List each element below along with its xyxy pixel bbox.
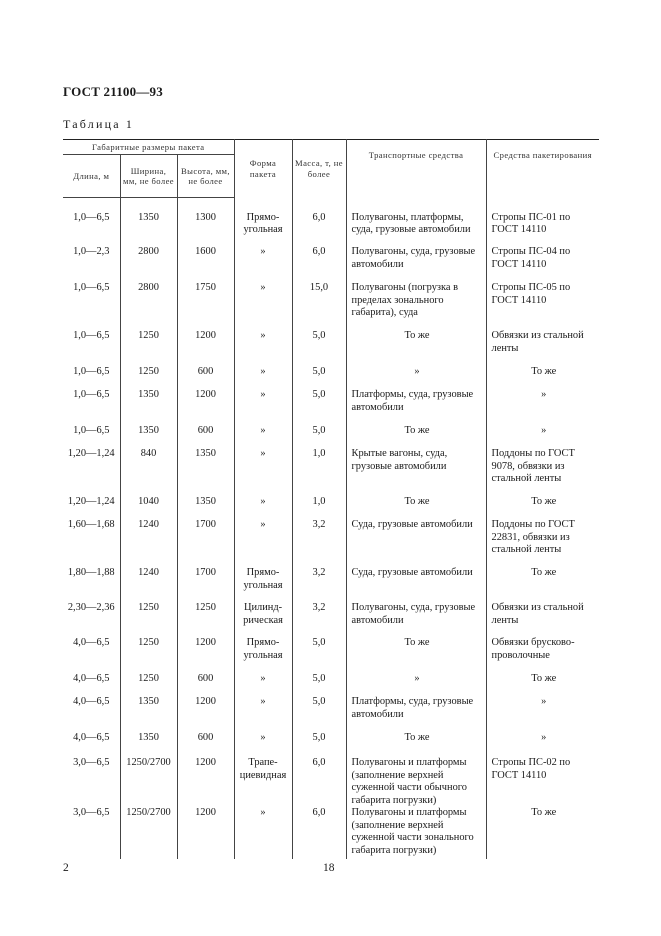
cell-width: 1350 (120, 198, 177, 247)
cell-transport: Полувагоны (погрузка в пределах зонального габарита), суда (346, 282, 486, 330)
cell-width: 1250 (120, 330, 177, 366)
cell-transport: То же (346, 732, 486, 757)
cell-width: 1350 (120, 425, 177, 448)
cell-height: 600 (177, 425, 234, 448)
cell-width: 1040 (120, 496, 177, 519)
cell-mass: 5,0 (292, 732, 346, 757)
cell-transport: Полувагоны и платформы (заполнение верхней суженной части зонального габарита погрузки) (346, 807, 486, 859)
cell-shape: Прямо-угольная (234, 637, 292, 673)
cell-length: 1,0—6,5 (63, 366, 120, 389)
cell-mass: 5,0 (292, 673, 346, 696)
cell-mass: 5,0 (292, 389, 346, 425)
cell-height: 1200 (177, 807, 234, 859)
header-length: Длина, м (63, 155, 120, 198)
cell-shape: » (234, 448, 292, 496)
cell-shape: » (234, 732, 292, 757)
table-row (63, 696, 599, 732)
cell-mass: 3,2 (292, 567, 346, 602)
table-row (63, 448, 599, 496)
header-dimensions-group: Габаритные размеры пакета (63, 140, 234, 155)
cell-mass: 15,0 (292, 282, 346, 330)
cell-length: 1,0—6,5 (63, 389, 120, 425)
table-row (63, 389, 599, 425)
cell-height: 1200 (177, 637, 234, 673)
cell-transport: Полувагоны и платформы (заполнение верхней суженной части обычного габарита погрузки) (346, 757, 486, 807)
table-row (63, 807, 599, 859)
cell-length: 3,0—6,5 (63, 807, 120, 859)
cell-width: 840 (120, 448, 177, 496)
cell-packaging: Обвязки брусково-проволочные (491, 637, 575, 661)
table-row (63, 567, 599, 602)
cell-shape: Прямо-угольная (234, 567, 292, 602)
cell-mass: 6,0 (292, 246, 346, 282)
cell-packaging: » (541, 696, 547, 707)
cell-packaging: То же (531, 673, 557, 684)
cell-transport: » (346, 366, 486, 389)
cell-height: 1350 (177, 448, 234, 496)
cell-shape: » (234, 807, 292, 859)
cell-length: 4,0—6,5 (63, 696, 120, 732)
cell-height: 600 (177, 673, 234, 696)
cell-mass: 1,0 (292, 448, 346, 496)
cell-height: 1600 (177, 246, 234, 282)
cell-packaging: Поддоны по ГОСТ 22831, обвязки из стальной ленты (491, 519, 575, 555)
cell-length: 4,0—6,5 (63, 637, 120, 673)
table-row (63, 425, 599, 448)
cell-height: 1200 (177, 389, 234, 425)
cell-shape: » (234, 425, 292, 448)
cell-width: 1350 (120, 389, 177, 425)
cell-width: 2800 (120, 282, 177, 330)
document-title: ГОСТ 21100—93 (63, 84, 163, 99)
table-header (63, 140, 599, 198)
cell-length: 4,0—6,5 (63, 732, 120, 757)
cell-transport: » (346, 673, 486, 696)
cell-width: 1350 (120, 696, 177, 732)
cell-shape: » (234, 366, 292, 389)
cell-transport: Полувагоны, суда, грузовые автомобили (346, 246, 486, 282)
table-row (63, 673, 599, 696)
cell-mass: 5,0 (292, 330, 346, 366)
cell-transport: То же (346, 637, 486, 673)
cell-transport: То же (346, 425, 486, 448)
table-row (63, 637, 599, 673)
header-packaging: Средства пакетирования (493, 150, 592, 160)
cell-packaging: Обвязки из стальной ленты (491, 330, 584, 354)
header-shape: Форма пакета (234, 140, 292, 198)
cell-length: 1,0—6,5 (63, 282, 120, 330)
page-number-center: 18 (323, 862, 335, 874)
header-width: Ширина, мм, не более (120, 155, 177, 198)
cell-mass: 6,0 (292, 757, 346, 807)
table-row (63, 246, 599, 282)
cell-mass: 6,0 (292, 198, 346, 247)
table-body (63, 198, 599, 860)
cell-length: 1,20—1,24 (63, 448, 120, 496)
cell-height: 600 (177, 732, 234, 757)
cell-shape: » (234, 330, 292, 366)
table-container (63, 139, 599, 859)
table-row (63, 496, 599, 519)
cell-length: 1,60—1,68 (63, 519, 120, 567)
table-row (63, 282, 599, 330)
cell-packaging: Стропы ПС-01 по ГОСТ 14110 (491, 211, 571, 235)
cell-packaging: То же (531, 807, 557, 818)
table-row (63, 602, 599, 637)
cell-mass: 1,0 (292, 496, 346, 519)
cell-length: 1,0—6,5 (63, 330, 120, 366)
cell-height: 1200 (177, 757, 234, 807)
cell-height: 1200 (177, 330, 234, 366)
cell-width: 1250 (120, 637, 177, 673)
cell-mass: 3,2 (292, 519, 346, 567)
cell-shape: » (234, 673, 292, 696)
cell-packaging: » (541, 425, 547, 436)
header-transport: Транспортные средства (346, 140, 486, 198)
cell-packaging: То же (531, 366, 557, 377)
cell-packaging: Стропы ПС-02 по ГОСТ 14110 (491, 757, 571, 781)
header-mass: Масса, т, не более (292, 140, 346, 198)
data-table (63, 139, 599, 859)
cell-shape: » (234, 246, 292, 282)
cell-width: 2800 (120, 246, 177, 282)
table-row (63, 366, 599, 389)
cell-length: 1,0—6,5 (63, 198, 120, 247)
cell-height: 600 (177, 366, 234, 389)
cell-packaging: То же (531, 496, 557, 507)
cell-shape: » (234, 696, 292, 732)
cell-transport: Платформы, суда, грузовые автомобили (346, 389, 486, 425)
cell-width: 1250/2700 (120, 757, 177, 807)
header-height: Высота, мм, не более (177, 155, 234, 198)
table-row (63, 330, 599, 366)
cell-packaging: » (541, 732, 547, 743)
cell-width: 1250 (120, 602, 177, 637)
cell-packaging: Поддоны по ГОСТ 9078, обвязки из стальной ленты (491, 448, 575, 484)
cell-transport: Полувагоны, платформы, суда, грузовые автомобили (346, 198, 486, 247)
cell-length: 4,0—6,5 (63, 673, 120, 696)
cell-width: 1240 (120, 519, 177, 567)
cell-transport: Полувагоны, суда, грузовые автомобили (346, 602, 486, 637)
cell-mass: 3,2 (292, 602, 346, 637)
cell-mass: 5,0 (292, 425, 346, 448)
table-caption: Таблица 1 (63, 117, 135, 131)
cell-transport: То же (346, 330, 486, 366)
page-number-left: 2 (63, 862, 69, 874)
cell-mass: 6,0 (292, 807, 346, 859)
cell-transport: Суда, грузовые автомобили (346, 519, 486, 567)
cell-length: 2,30—2,36 (63, 602, 120, 637)
table-row (63, 519, 599, 567)
cell-length: 1,0—2,3 (63, 246, 120, 282)
cell-width: 1350 (120, 732, 177, 757)
cell-width: 1240 (120, 567, 177, 602)
cell-length: 1,80—1,88 (63, 567, 120, 602)
cell-packaging: То же (531, 567, 557, 578)
cell-shape: Прямо-угольная (234, 198, 292, 247)
cell-width: 1250 (120, 673, 177, 696)
cell-height: 1700 (177, 519, 234, 567)
cell-height: 1700 (177, 567, 234, 602)
cell-packaging: Обвязки из стальной ленты (491, 602, 584, 626)
cell-mass: 5,0 (292, 696, 346, 732)
cell-shape: Трапе-циевидная (234, 757, 292, 807)
cell-height: 1300 (177, 198, 234, 247)
cell-height: 1200 (177, 696, 234, 732)
cell-height: 1350 (177, 496, 234, 519)
cell-shape: Цилинд-рическая (234, 602, 292, 637)
cell-length: 1,0—6,5 (63, 425, 120, 448)
cell-height: 1250 (177, 602, 234, 637)
cell-transport: То же (346, 496, 486, 519)
cell-width: 1250/2700 (120, 807, 177, 859)
cell-packaging: Стропы ПС-04 по ГОСТ 14110 (491, 246, 571, 270)
cell-packaging: » (541, 389, 547, 400)
cell-mass: 5,0 (292, 366, 346, 389)
cell-packaging: Стропы ПС-05 по ГОСТ 14110 (491, 282, 571, 306)
cell-shape: » (234, 282, 292, 330)
cell-transport: Суда, грузовые автомобили (346, 567, 486, 602)
table-row (63, 198, 599, 247)
cell-width: 1250 (120, 366, 177, 389)
cell-shape: » (234, 496, 292, 519)
cell-length: 3,0—6,5 (63, 757, 120, 807)
table-row (63, 732, 599, 757)
cell-shape: » (234, 389, 292, 425)
cell-transport: Крытые вагоны, суда, грузовые автомобили (346, 448, 486, 496)
cell-shape: » (234, 519, 292, 567)
table-row (63, 757, 599, 807)
cell-length: 1,20—1,24 (63, 496, 120, 519)
cell-height: 1750 (177, 282, 234, 330)
cell-mass: 5,0 (292, 637, 346, 673)
cell-transport: Платформы, суда, грузовые автомобили (346, 696, 486, 732)
